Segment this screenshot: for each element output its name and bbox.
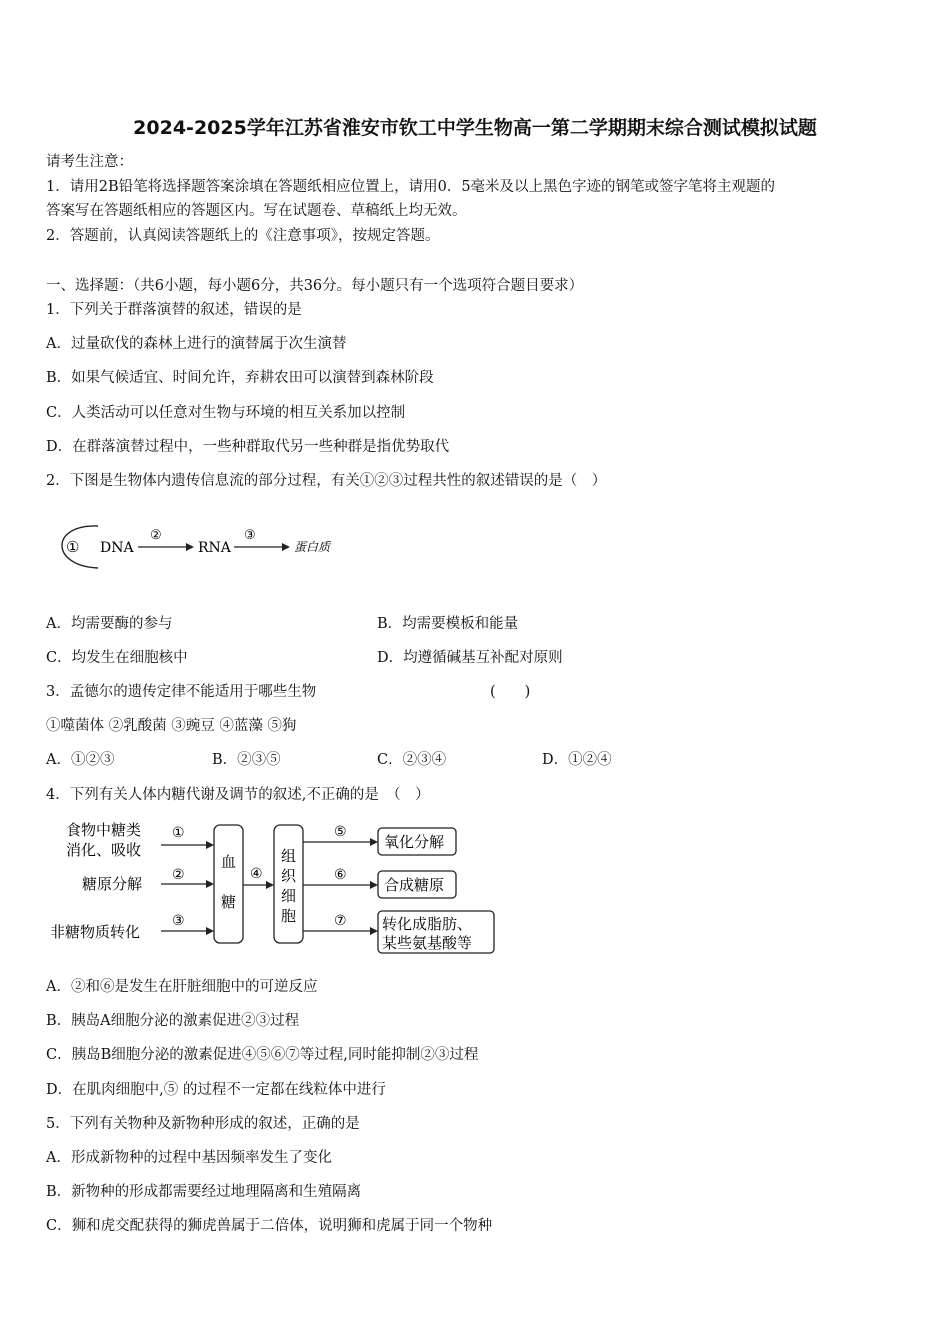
question-2-stem: 2．下图是生物体内遗传信息流的部分过程，有关①②③过程共性的叙述错误的是（ ） bbox=[46, 473, 607, 489]
arrow-1-head bbox=[206, 841, 214, 849]
blood-glucose-char-1: 血 bbox=[221, 853, 237, 871]
source-gluconeogenesis: 非糖物质转化 bbox=[50, 923, 141, 941]
tissue-cell-char-1: 组 bbox=[281, 847, 297, 865]
question-4-option-d: D．在肌肉细胞中,⑤ 的过程不一定都在线粒体中进行 bbox=[46, 1082, 386, 1098]
question-2-option-c: C．均发生在细胞核中 bbox=[46, 650, 188, 666]
question-5-option-b: B．新物种的形成都需要经过地理隔离和生殖隔离 bbox=[46, 1184, 362, 1200]
arrow-2-head bbox=[206, 880, 214, 888]
question-4-option-c: C．胰岛B细胞分泌的激素促进④⑤⑥⑦等过程,同时能抑制②③过程 bbox=[46, 1047, 479, 1063]
transcription-arrowhead bbox=[186, 543, 194, 551]
question-3-answer-paren: ( ) bbox=[490, 684, 531, 700]
source-food-line-2: 消化、吸收 bbox=[66, 841, 142, 859]
question-3-option-b: B．②③⑤ bbox=[212, 752, 281, 768]
question-5-stem: 5．下列有关物种及新物种形成的叙述，正确的是 bbox=[46, 1116, 360, 1132]
process-7-label: ⑦ bbox=[334, 913, 347, 929]
dna-label: DNA bbox=[100, 540, 134, 556]
process-4-label: ④ bbox=[250, 866, 263, 882]
notice-heading: 请考生注意： bbox=[46, 154, 133, 170]
output-glycogenesis: 合成糖原 bbox=[384, 876, 445, 894]
section-heading: 一、选择题：（共6小题，每小题6分，共36分。每小题只有一个选项符合题目要求） bbox=[46, 278, 584, 294]
notice-item-1-line-1: 1．请用2B铅笔将选择题答案涂填在答题纸相应位置上，请用0．5毫米及以上黑色字迹的钢笔或签字笔将主观题的 bbox=[46, 179, 776, 195]
question-1-option-a: A．过量砍伐的森林上进行的演替属于次生演替 bbox=[46, 336, 347, 352]
arrow-7-head bbox=[370, 927, 378, 935]
question-4-option-b: B．胰岛A细胞分泌的激素促进②③过程 bbox=[46, 1013, 300, 1029]
tissue-cell-char-2: 织 bbox=[281, 867, 297, 885]
arrow-6-head bbox=[370, 881, 378, 889]
question-1-option-d: D．在群落演替过程中，一些种群取代另一些种群是指优势取代 bbox=[46, 439, 450, 455]
question-3-option-d: D．①②④ bbox=[542, 752, 612, 768]
tissue-cell-char-4: 胞 bbox=[281, 907, 297, 925]
question-1-option-b: B．如果气候适宜、时间允许，弃耕农田可以演替到森林阶段 bbox=[46, 370, 434, 386]
output-conversion-line-1: 转化成脂肪、 bbox=[382, 915, 473, 933]
question-4-stem: 4．下列有关人体内糖代谢及调节的叙述,不正确的是 （ ） bbox=[46, 787, 430, 803]
notice-item-1-line-2: 答案写在答题纸相应的答题区内。写在试题卷、草稿纸上均无效。 bbox=[46, 203, 467, 219]
question-3-option-c: C．②③④ bbox=[377, 752, 447, 768]
question-4-option-a: A．②和⑥是发生在肝脏细胞中的可逆反应 bbox=[46, 979, 318, 995]
source-food-line-1: 食物中糖类 bbox=[66, 821, 142, 839]
process-1-label: ① bbox=[172, 825, 185, 841]
protein-label: 蛋白质 bbox=[294, 540, 331, 554]
rna-label: RNA bbox=[198, 540, 231, 556]
blood-glucose-char-2: 糖 bbox=[221, 893, 237, 911]
blood-glucose-box bbox=[214, 825, 243, 943]
output-conversion-line-2: 某些氨基酸等 bbox=[382, 934, 473, 952]
question-2-option-b: B．均需要模板和能量 bbox=[377, 616, 519, 632]
notice-item-2: 2．答题前，认真阅读答题纸上的《注意事项》，按规定答题。 bbox=[46, 228, 440, 244]
process-2-label: ② bbox=[150, 528, 162, 543]
output-oxidation: 氧化分解 bbox=[384, 833, 445, 851]
question-3-stem: 3．孟德尔的遗传定律不能适用于哪些生物 bbox=[46, 684, 317, 700]
process-6-label: ⑥ bbox=[334, 867, 347, 883]
source-glycogenolysis: 糖原分解 bbox=[82, 875, 143, 893]
question-1-option-c: C．人类活动可以任意对生物与环境的相互关系加以控制 bbox=[46, 405, 406, 421]
arrow-3-head bbox=[206, 927, 214, 935]
process-3-label: ③ bbox=[244, 528, 256, 543]
question-1-stem: 1．下列关于群落演替的叙述，错误的是 bbox=[46, 302, 302, 318]
question-5-option-a: A．形成新物种的过程中基因频率发生了变化 bbox=[46, 1150, 332, 1166]
question-2-option-d: D．均遵循碱基互补配对原则 bbox=[377, 650, 563, 666]
question-3-organisms: ①噬菌体 ②乳酸菌 ③豌豆 ④蓝藻 ⑤狗 bbox=[46, 718, 297, 734]
question-2-option-a: A．均需要酶的参与 bbox=[46, 616, 173, 632]
glucose-metabolism-diagram bbox=[46, 815, 498, 957]
translation-arrowhead bbox=[282, 543, 290, 551]
gene-expression-diagram bbox=[58, 518, 358, 578]
question-3-option-a: A．①②③ bbox=[46, 752, 115, 768]
question-5-option-c: C．狮和虎交配获得的狮虎兽属于二倍体，说明狮和虎属于同一个物种 bbox=[46, 1218, 493, 1234]
exam-title: 2024-2025学年江苏省淮安市钦工中学生物高一第二学期期末综合测试模拟试题 bbox=[133, 117, 817, 139]
process-5-label: ⑤ bbox=[334, 824, 347, 840]
tissue-cell-char-3: 细 bbox=[281, 887, 297, 905]
arrow-5-head bbox=[370, 838, 378, 846]
process-1-label: ① bbox=[66, 538, 80, 556]
process-2-label: ② bbox=[172, 867, 185, 883]
arrow-4-head bbox=[266, 881, 274, 889]
process-3-label: ③ bbox=[172, 913, 185, 929]
